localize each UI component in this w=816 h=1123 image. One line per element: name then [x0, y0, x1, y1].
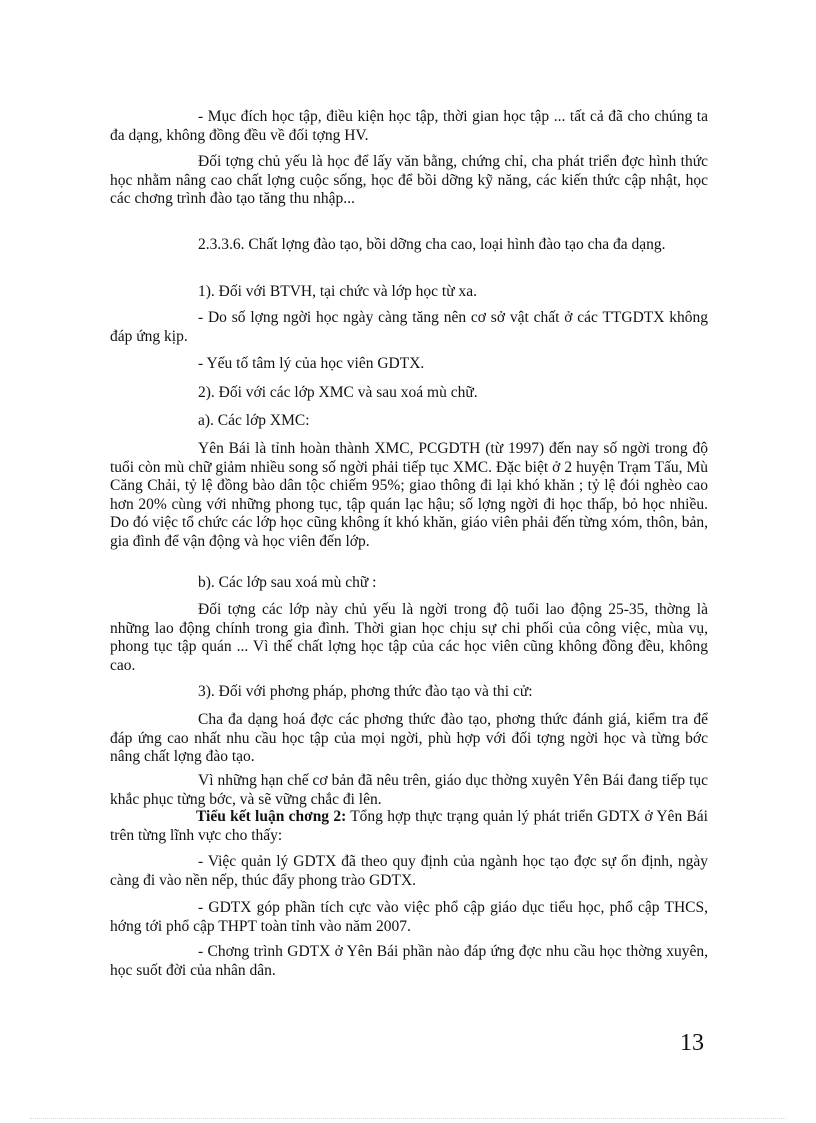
paragraph-purpose: - Mục đích học tập, điều kiện học tập, thời gian học tập ... tất cả đã cho chúng ta đa dạng, không đồng đều về đối tợng HV. — [110, 108, 708, 144]
page-number: 13 — [680, 1030, 704, 1056]
summary-heading: Tiểu kết luận chơng 2: — [196, 808, 347, 825]
paragraph-post-literacy-heading: b). Các lớp sau xoá mù chữ : — [198, 574, 377, 591]
bullet-universalization: - GDTX góp phần tích cực vào việc phổ cập giáo dục tiểu học, phổ cập THCS, hớng tới phổ cập THPT toàn tỉnh vào năm 2007. — [110, 899, 708, 935]
summary-text: Tổng hợp thực trạng quản lý phát triển GDTX ở Yên Bái trên từng lĩnh vực cho thấy: — [110, 808, 708, 844]
paragraph-chapter-summary — [110, 808, 708, 845]
paragraph-btvh-heading: 1). Đối với BTVH, tại chức và lớp học từ xa. — [198, 283, 477, 300]
paragraph-post-literacy: Đối tợng các lớp này chủ yếu là ngời trong độ tuổi lao động 25-35, thờng là những lao động chính trong gia đình. Thời gian học chịu sự chi phối của công việc, mùa vụ, phong tục tập quán ... Vì thế chất lợng học tập của các học viên cũng không đồng đều, không cao. — [110, 601, 708, 674]
bullet-management: - Việc quản lý GDTX đã theo quy định của ngành học tạo đợc sự ổn định, ngày càng đi vào nền nếp, thúc đẩy phong trào GDTX. — [110, 853, 708, 889]
paragraph-methods: Cha đa dạng hoá đợc các phơng thức đào tạo, phơng thức đánh giá, kiểm tra để đáp ứng cao nhất nhu cầu học tập của mọi ngời, phù hợp với đối tợng ngời học và từng bớc nâng chất lợng đào tạo. — [110, 711, 708, 765]
paragraph-psychology: - Yếu tố tâm lý của học viên GDTX. — [198, 355, 425, 372]
paragraph-xmc-classes: a). Các lớp XMC: — [198, 412, 310, 429]
paragraph-limitations: Vì những hạn chế cơ bản đã nêu trên, giáo dục thờng xuyên Yên Bái đang tiếp tục khắc phục từng bớc, và sẽ vững chắc đi lên. — [110, 772, 708, 808]
paragraph-yen-bai-xmc: Yên Bái là tỉnh hoàn thành XMC, PCGDTH (từ 1997) đến nay số ngời trong độ tuổi còn mù chữ giảm nhiều song số ngời phải tiếp tục XMC. Đặc biệt ở 2 huyện Trạm Tấu, Mù Căng Chải, tỷ lệ đồng bào dân tộc chiếm 95%; giao thông đi lại khó khăn ; tỷ lệ đói nghèo cao hơn 20% cùng với những phong tục, tập quán lạc hậu; số lợng ngời đi học thấp, bỏ học nhiều. Do đó việc tổ chức các lớp học cũng không ít khó khăn, giáo viên phải đến từng xóm, thôn, bản, gia đình để vận động và học viên đến lớp. — [110, 440, 708, 550]
paragraph-methods-heading: 3). Đối với phơng pháp, phơng thức đào tạo và thi cử: — [198, 683, 533, 700]
paragraph-facilities: - Do số lợng ngời học ngày càng tăng nên cơ sở vật chất ở các TTGDTX không đáp ứng kịp. — [110, 309, 708, 345]
bullet-program: - Chơng trình GDTX ở Yên Bái phần nào đáp ứng đợc nhu cầu học thờng xuyên, học suốt đời của nhân dân. — [110, 943, 708, 979]
paragraph-learners: Đối tợng chủ yếu là học để lấy văn bằng, chứng chỉ, cha phát triển đợc hình thức học nhằm nâng cao chất lợng cuộc sống, học để bồi dỡng kỹ năng, các kiến thức cập nhật, học các chơng trình đào tạo tăng thu nhập... — [110, 153, 708, 207]
paragraph-xmc-heading: 2). Đối với các lớp XMC và sau xoá mù chữ. — [198, 384, 478, 401]
page-bottom-rule — [30, 1118, 786, 1119]
paragraph-section-2-3-3-6: 2.3.3.6. Chất lợng đào tạo, bồi dỡng cha cao, loại hình đào tạo cha đa dạng. — [198, 236, 666, 253]
